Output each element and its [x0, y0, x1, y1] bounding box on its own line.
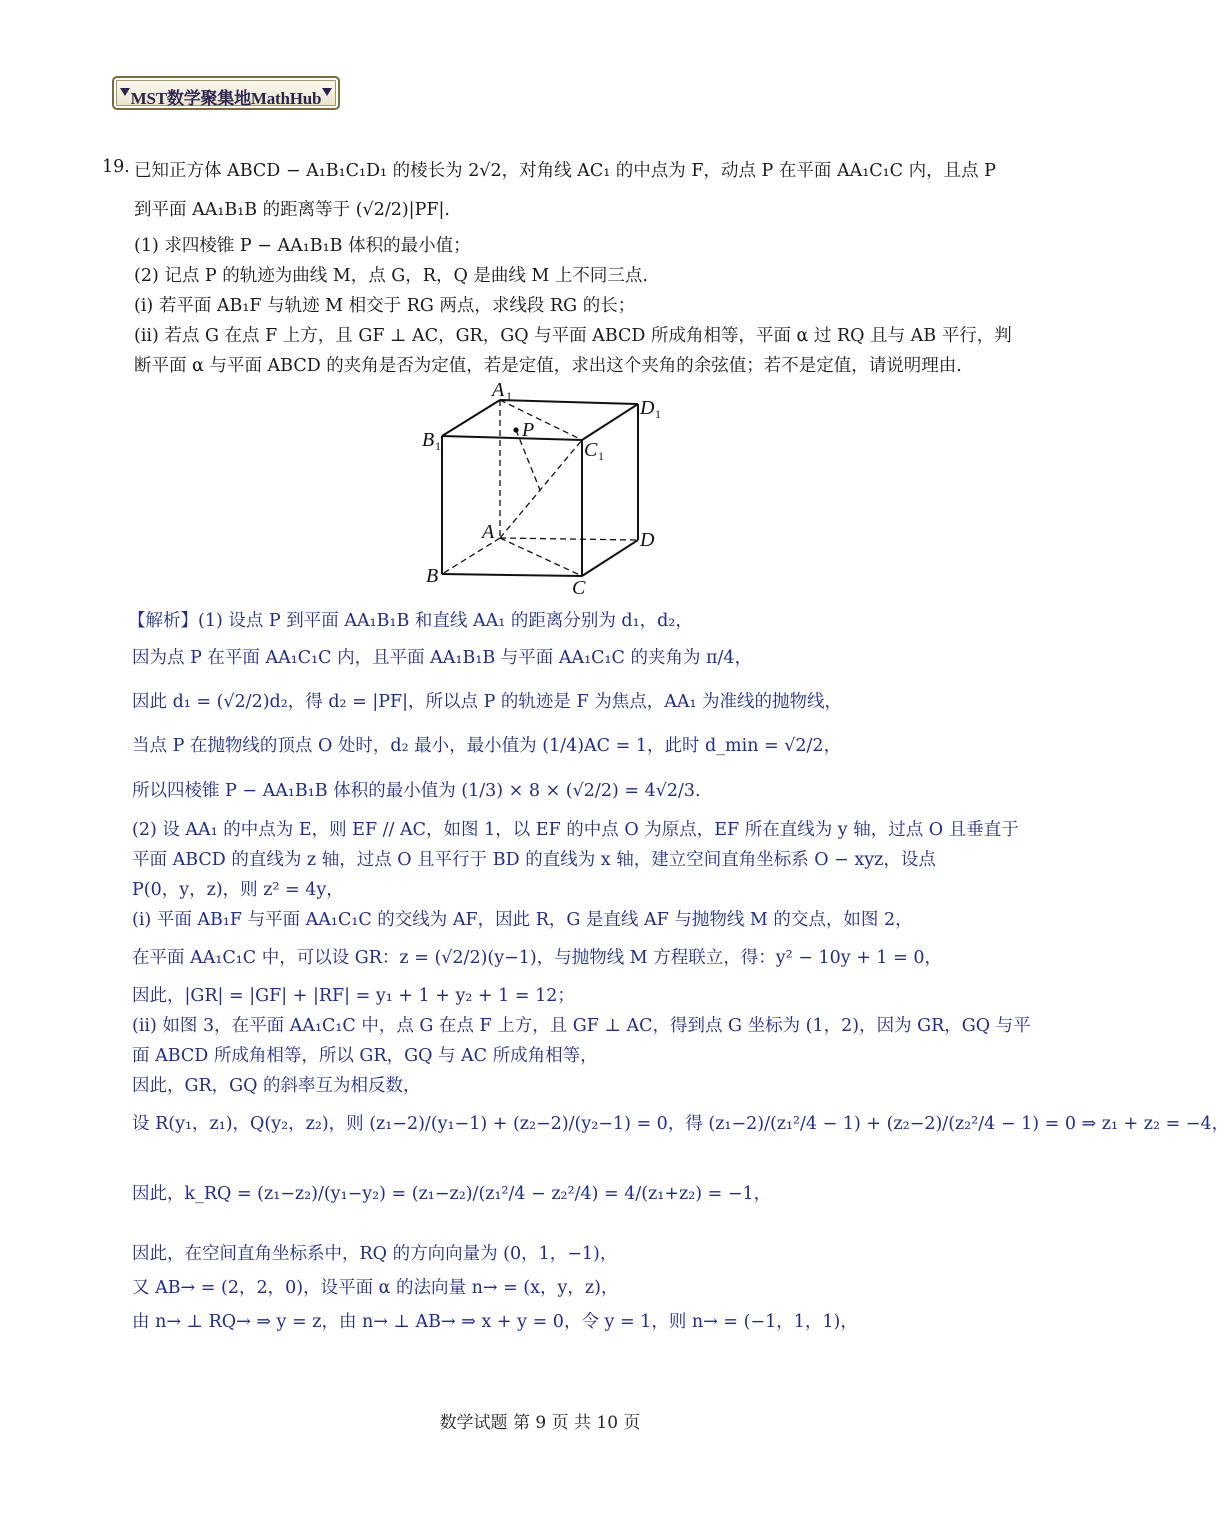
label-a1-sub: 1	[506, 389, 512, 403]
edge-b1-c1	[442, 436, 582, 440]
solution-line: (i) 平面 AB₁F 与平面 AA₁C₁C 的交线为 AF，因此 R，G 是直线 AF 与抛物线 M 的交点，如图 2，	[132, 910, 913, 930]
label-b: B	[426, 565, 439, 587]
header-logo	[112, 76, 340, 110]
hidden-diagonal-a-c1	[500, 440, 582, 538]
point-p	[513, 427, 518, 432]
solution-line: 设 R(y₁，z₁)，Q(y₂，z₂)，则 (z₁−2)/(y₁−1) + (z₂−2)/(y₂−1) = 0，得 (z₁−2)/(z₁²/4 − 1) + (z₂−2)/(z₂²/4 − 1) = 0 ⇒ z₁ + z₂ = −4，	[132, 1114, 1229, 1134]
solution-line: 因此，在空间直角坐标系中，RQ 的方向向量为 (0，1，−1)，	[132, 1244, 618, 1264]
question-number: 19.	[102, 157, 130, 177]
label-a: A	[482, 521, 495, 543]
hidden-edge-a-c	[500, 538, 582, 576]
question-line: (i) 若平面 AB₁F 与轨迹 M 相交于 RG 两点，求线段 RG 的长；	[134, 296, 636, 316]
label-d1-sub: 1	[655, 407, 661, 421]
edge-d1-c1	[582, 404, 638, 440]
solution-line: 当点 P 在抛物线的顶点 O 处时，d₂ 最小，最小值为 (1/4)AC = 1，此时 d_min = √2/2，	[132, 736, 842, 756]
solution-line: (2) 设 AA₁ 的中点为 E，则 EF // AC，如图 1，以 EF 的中点 O 为原点，EF 所在直线为 y 轴，过点 O 且垂直于	[132, 820, 1019, 840]
page-footer: 数学试题 第 9 页 共 10 页	[439, 1413, 641, 1433]
label-c1: C	[584, 439, 598, 461]
solution-line: 因为点 P 在平面 AA₁C₁C 内，且平面 AA₁B₁B 与平面 AA₁C₁C 的夹角为 π/4，	[132, 648, 753, 668]
solution-line: 平面 ABCD 的直线为 z 轴，过点 O 且平行于 BD 的直线为 x 轴，建立空间直角坐标系 O − xyz，设点	[132, 850, 936, 870]
question-line: 断平面 α 与平面 ABCD 的夹角是否为定值，若是定值，求出这个夹角的余弦值；若不是定值，请说明理由.	[134, 356, 962, 376]
cube-figure	[410, 380, 670, 600]
question-line: 到平面 AA₁B₁B 的距离等于 (√2/2)|PF|.	[134, 200, 450, 220]
label-d: D	[640, 529, 655, 551]
solution-line: 在平面 AA₁C₁C 中，可以设 GR：z = (√2/2)(y−1)，与抛物线 M 方程联立，得：y² − 10y + 1 = 0，	[132, 948, 942, 968]
solution-line: 所以四棱锥 P − AA₁B₁B 体积的最小值为 (1/3) × 8 × (√2/2) = 4√2/3.	[132, 781, 701, 801]
edge-b-c	[442, 574, 582, 576]
question-line: (2) 记点 P 的轨迹为曲线 M，点 G，R，Q 是曲线 M 上不同三点.	[134, 266, 648, 286]
edge-c-d	[582, 540, 638, 576]
solution-line: 因此 d₁ = (√2/2)d₂，得 d₂ = |PF|，所以点 P 的轨迹是 F 为焦点，AA₁ 为准线的抛物线，	[132, 692, 843, 712]
triangle-right-icon	[322, 88, 332, 96]
label-c1-sub: 1	[598, 449, 604, 463]
question-line: (ii) 若点 G 在点 F 上方，且 GF ⊥ AC，GR，GQ 与平面 ABCD 所成角相等，平面 α 过 RQ 且与 AB 平行，判	[134, 326, 1012, 346]
solution-line: 由 n→ ⊥ RQ→ ⇒ y = z，由 n→ ⊥ AB→ ⇒ x + y = 0，令 y = 1，则 n→ = (−1，1，1)，	[132, 1312, 858, 1332]
hidden-edge-a-b	[442, 538, 500, 574]
label-a1: A	[492, 379, 505, 401]
question-line: 已知正方体 ABCD − A₁B₁C₁D₁ 的棱长为 2√2，对角线 AC₁ 的中点为 F，动点 P 在平面 AA₁C₁C 内，且点 P	[134, 161, 996, 181]
solution-line: (ii) 如图 3，在平面 AA₁C₁C 中，点 G 在点 F 上方，且 GF ⊥ AC，得到点 G 坐标为 (1，2)，因为 GR，GQ 与平	[132, 1016, 1031, 1036]
solution-line: 因此，|GR| = |GF| + |RF| = y₁ + 1 + y₂ + 1 = 12；	[132, 986, 575, 1006]
solution-line: 【解析】(1) 设点 P 到平面 AA₁B₁B 和直线 AA₁ 的距离分别为 d₁，d₂，	[128, 611, 693, 631]
label-p: P	[522, 419, 535, 441]
solution-line: 面 ABCD 所成角相等，所以 GR，GQ 与 AC 所成角相等，	[132, 1046, 598, 1066]
edge-b1-a1	[442, 400, 500, 436]
logo-text: MST数学聚集地MathHub	[130, 89, 322, 108]
label-d1: D	[640, 397, 655, 419]
question-line: (1) 求四棱锥 P − AA₁B₁B 体积的最小值；	[134, 236, 471, 256]
solution-line: 因此，GR，GQ 的斜率互为相反数，	[132, 1076, 421, 1096]
solution-line: 因此，k_RQ = (z₁−z₂)/(y₁−y₂) = (z₁−z₂)/(z₁²/4 − z₂²/4) = 4/(z₁+z₂) = −1，	[132, 1184, 772, 1204]
label-c: C	[572, 577, 586, 599]
solution-line: 又 AB→ = (2，2，0)，设平面 α 的法向量 n→ = (x，y，z)，	[132, 1278, 619, 1298]
solution-line: P(0，y，z)，则 z² = 4y，	[132, 880, 344, 900]
label-b1: B	[422, 429, 435, 451]
hidden-diagonal-a1-c1	[500, 400, 582, 440]
edge-a1-d1	[500, 400, 638, 404]
label-b1-sub: 1	[435, 439, 441, 453]
hidden-edge-a-d	[500, 538, 638, 540]
